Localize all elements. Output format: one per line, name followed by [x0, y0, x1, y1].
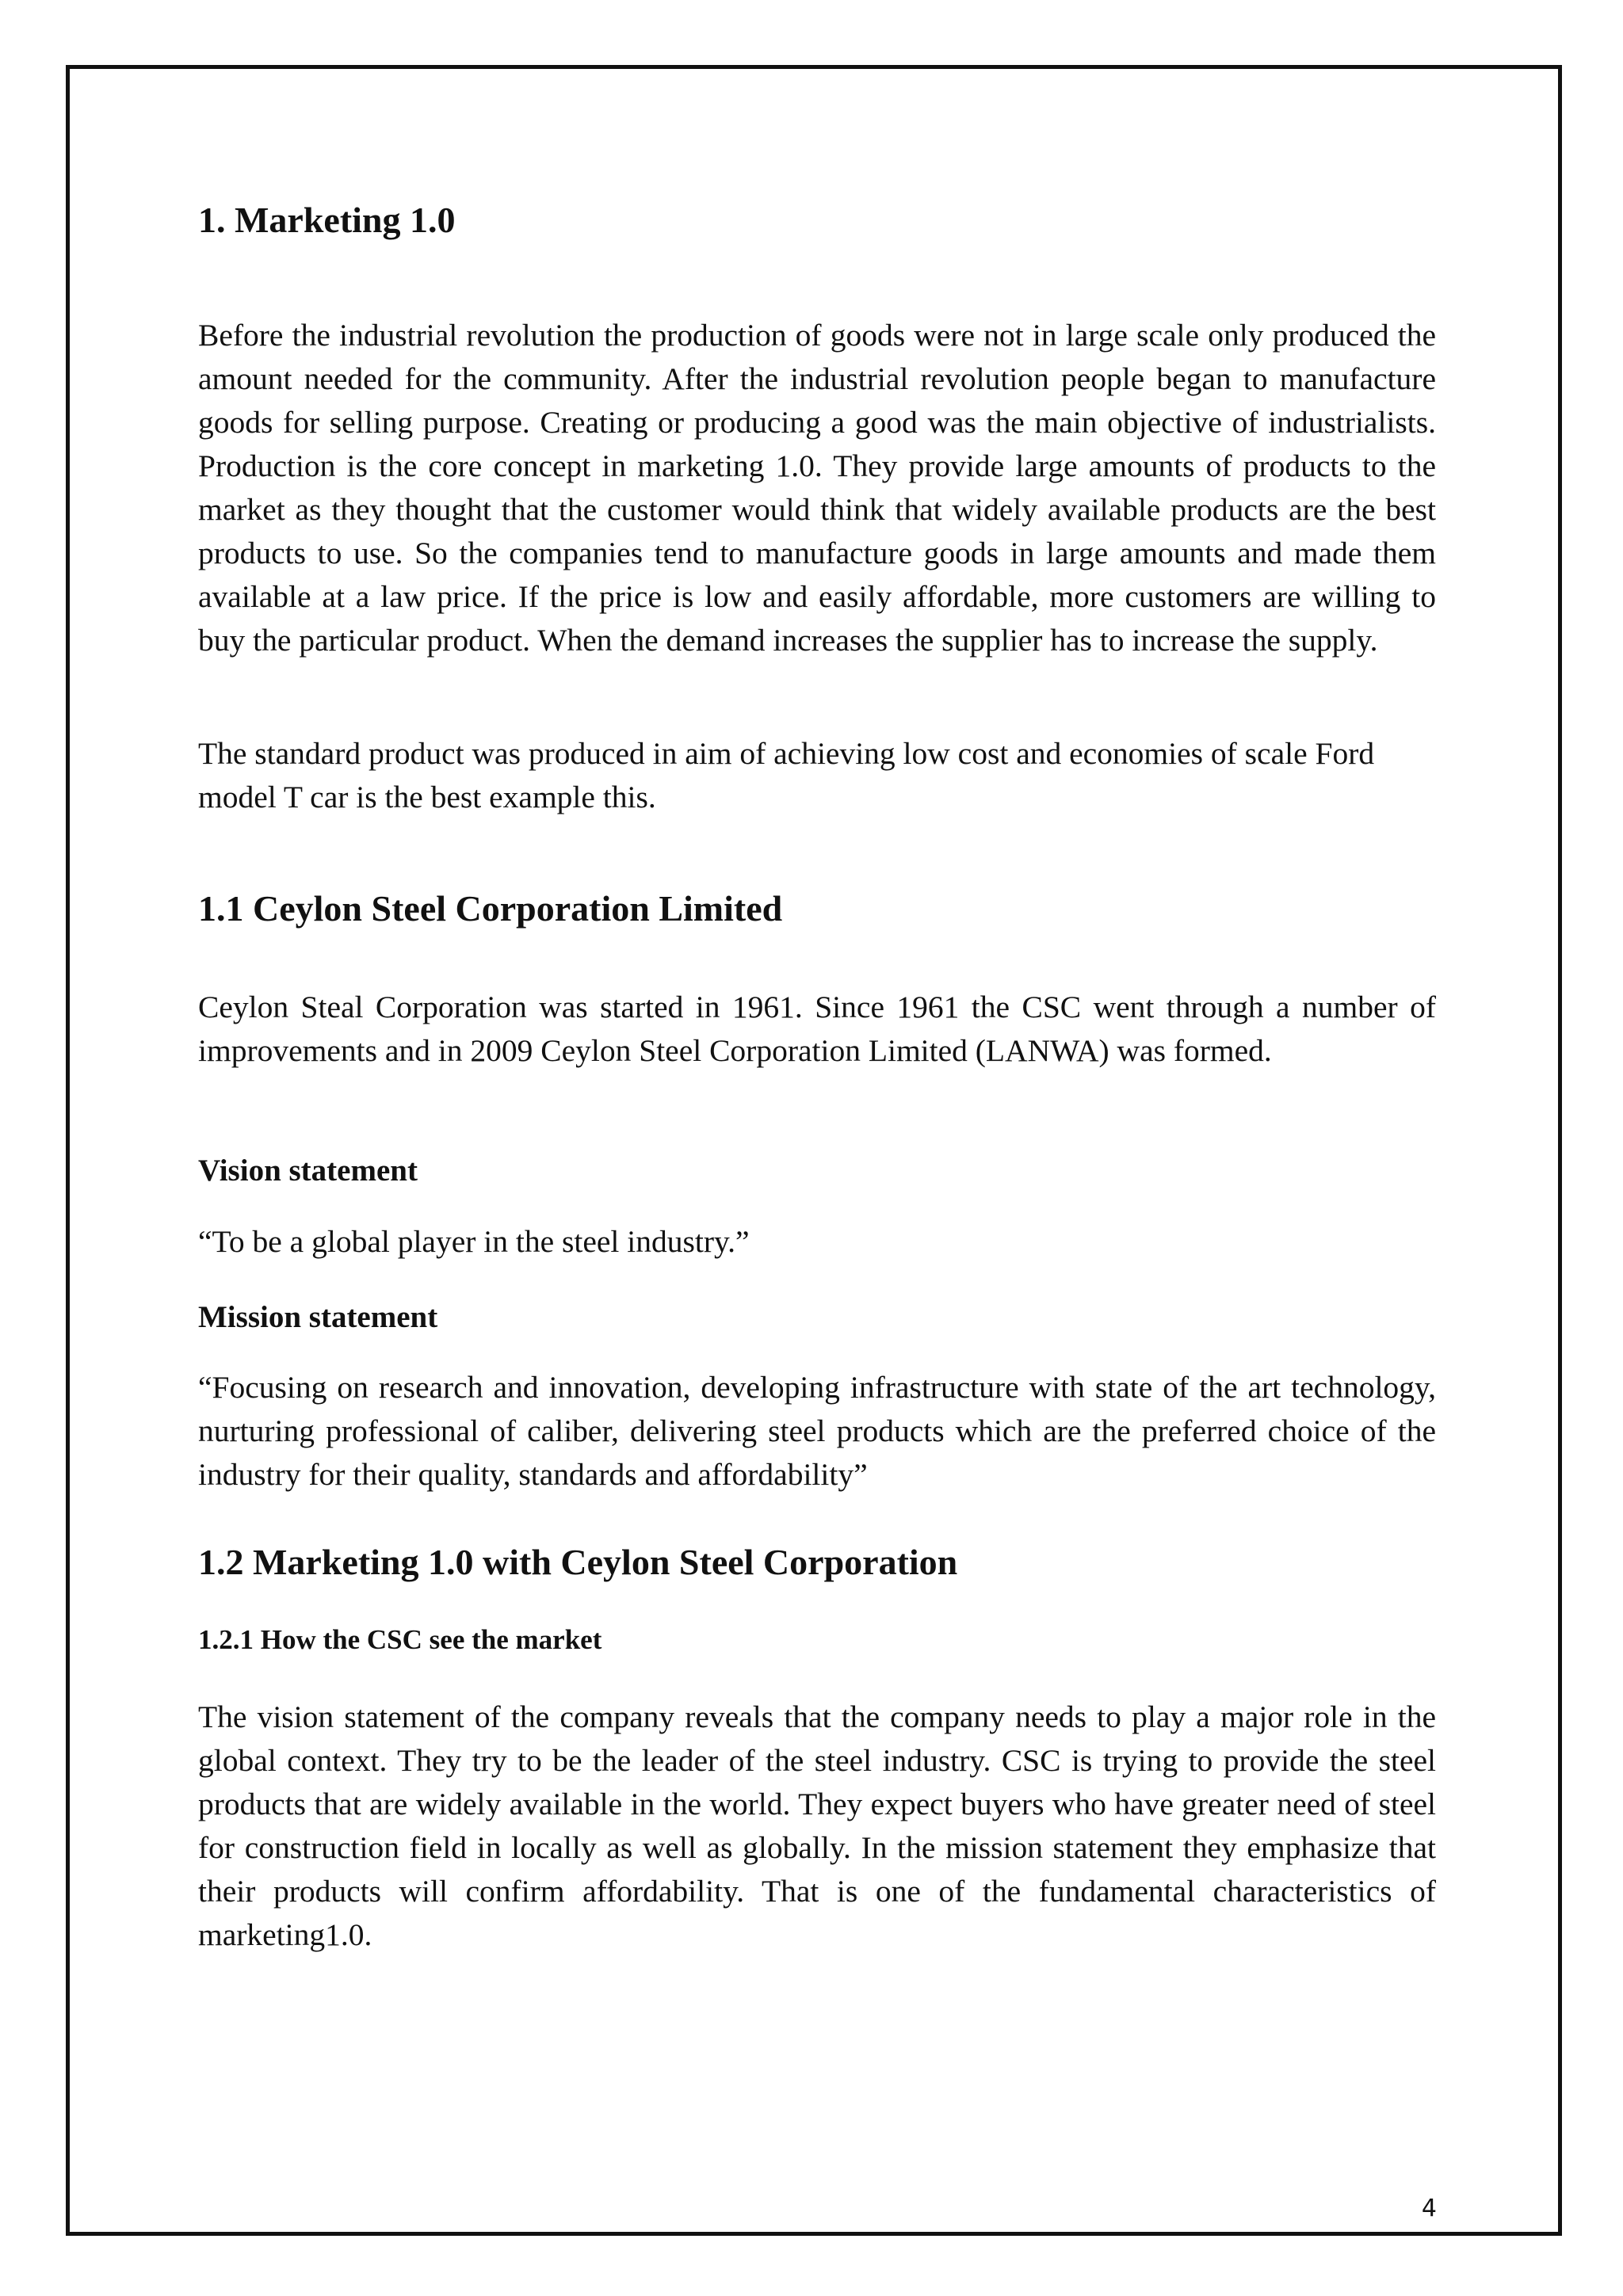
subsection-heading-how-csc-see-market: 1.2.1 How the CSC see the market	[198, 1624, 602, 1655]
section-heading-marketing-csc: 1.2 Marketing 1.0 with Ceylon Steel Corporation	[198, 1542, 958, 1582]
vision-statement-text: “To be a global player in the steel industry.”	[198, 1224, 750, 1259]
paragraph-csc-history: Ceylon Steal Corporation was started in 1961. Since 1961 the CSC went through a number of improvements and in 2009 Ceylon Steel Corporation Limited (LANWA) was formed.	[198, 990, 1436, 1068]
page-number: 4	[1421, 2195, 1437, 2222]
paragraph-industrial-revolution: Before the industrial revolution the production of goods were not in large scale only produced the amount needed for the community. After the industrial revolution people began to manufacture goods for selling purpose. Creating or producing a good was the main objective of industrialists. Production is the core concept in marketing 1.0. They provide large amounts of products to the market as they thought that the customer would think that widely available products are the best products to use. So the companies tend to manufacture goods in large amounts and made them available at a law price. If the price is low and easily affordable, more customers are willing to buy the particular product. When the demand increases the supplier has to increase the supply.	[198, 318, 1436, 658]
section-heading-marketing-1-0: 1. Marketing 1.0	[198, 200, 456, 240]
paragraph-csc-market-view: The vision statement of the company reveals that the company needs to play a major role in the global context. They try to be the leader of the steel industry. CSC is trying to provide the steel products that are widely available in the world. They expect buyers who have greater need of steel for construction field in locally as well as globally. In the mission statement they emphasize that their products will confirm affordability. That is one of the fundamental characteristics of marketing1.0.	[198, 1699, 1436, 1952]
mission-statement-text: “Focusing on research and innovation, developing infrastructure with state of the art technology, nurturing professional of caliber, delivering steel products which are the preferred choice of the industry for their quality, standards and affordability”	[198, 1370, 1436, 1492]
paragraph-standard-product: The standard product was produced in aim of achieving low cost and economies of scale Ford model T car is the best example this.	[198, 736, 1375, 814]
mission-statement-heading: Mission statement	[198, 1300, 438, 1334]
section-heading-ceylon-steel: 1.1 Ceylon Steel Corporation Limited	[198, 888, 783, 929]
vision-statement-heading: Vision statement	[198, 1154, 418, 1188]
